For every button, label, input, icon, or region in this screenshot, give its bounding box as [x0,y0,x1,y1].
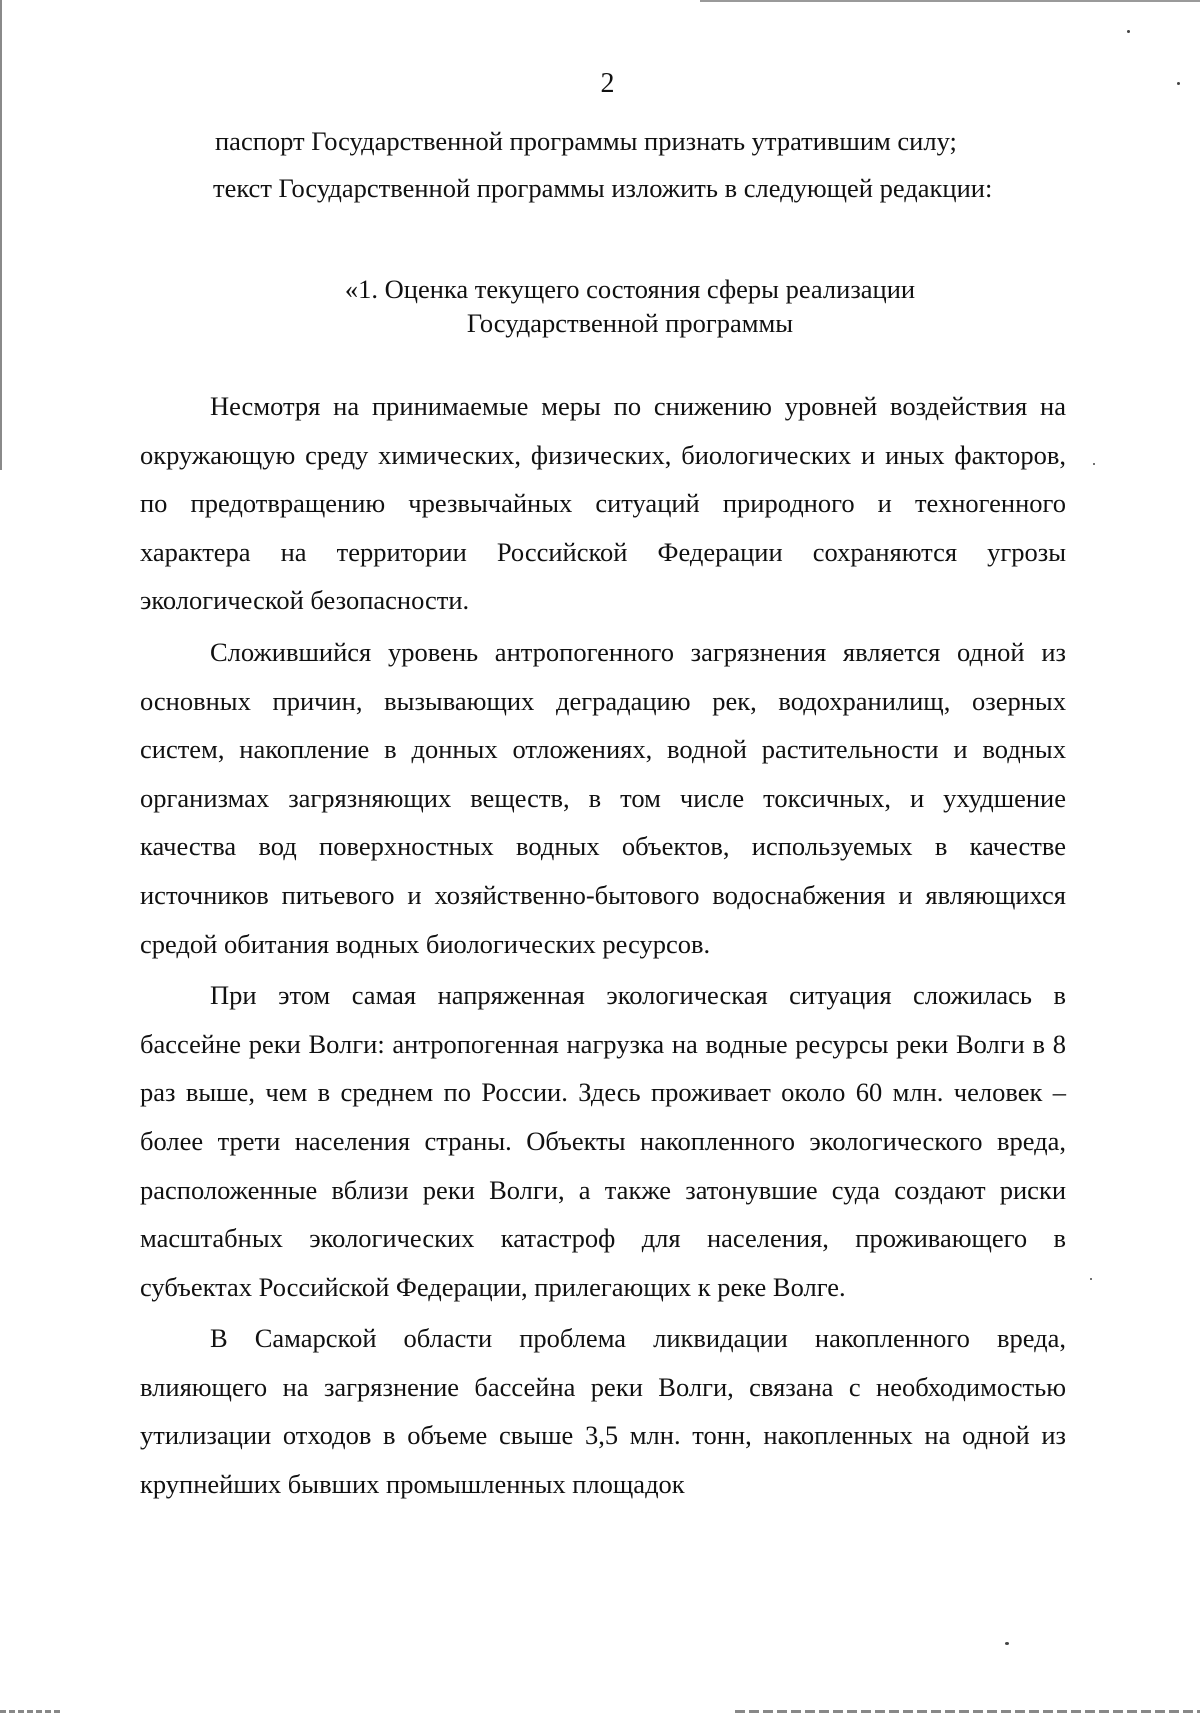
scan-bottom-rule-right [735,1710,1200,1713]
scan-speck [1093,463,1095,465]
scan-speck [1127,30,1130,33]
paragraph-anthropogenic-pollution: Сложившийся уровень антропогенного загрязнения является одной из основных причин, вызывающих деградацию рек, водохранилищ, озерных систем, накопление в донных отложениях, водной растительности и водных организмах загрязняющих веществ, в том числе токсичных, и ухудшение качества вод поверхностных водных объектов, используемых в качестве источников питьевого и хозяйственно-бытового водоснабжения и являющихся средой обитания водных биологических ресурсов. [140,636,1066,959]
intro-line-passport: паспорт Государственной программы признать утратившим силу; [215,126,957,156]
scan-speck [1090,1278,1092,1280]
scan-top-rule [700,0,1200,2]
section-heading-line-2: Государственной программы [466,308,794,338]
section-heading-line-1: «1. Оценка текущего состояния сферы реализации [344,274,916,304]
paragraph-volga-basin: При этом самая напряженная экологическая ситуация сложилась в бассейне реки Волги: антропогенная нагрузка на водные ресурсы реки Волги в 8 раз выше, чем в среднем по России. Здесь проживает около 60 млн. человек – более трети населения страны. Объекты накопленного экологического вреда, расположенные вблизи реки Волги, а также затонувшие суда создают риски масштабных экологических катастроф для населения, проживающего в субъектах Российской Федерации, прилегающих к реке Волге. [140,980,1066,1302]
scan-speck [1005,1642,1009,1645]
scan-bottom-rule-left [0,1710,60,1713]
section-heading [240,272,1020,340]
body-text [140,382,1066,1512]
intro-line-text: текст Государственной программы изложить в следующей редакции: [213,173,993,203]
page-number: 2 [600,68,615,99]
paragraph-environmental-threats: Несмотря на принимаемые меры по снижению уровней воздействия на окружающую среду химических, физических, биологических и иных факторов, по предотвращению чрезвычайных ситуаций природного и техногенного характера на территории Российской Федерации сохраняются угрозы экологической безопасности. [140,391,1066,616]
paragraph-samara-region: В Самарской области проблема ликвидации накопленного вреда, влияющего на загрязнение бассейна реки Волги, связана с необходимостью утилизации отходов в объеме свыше 3,5 млн. тонн, накопленных на одной из крупнейших бывших промышленных площадок [140,1323,1066,1500]
